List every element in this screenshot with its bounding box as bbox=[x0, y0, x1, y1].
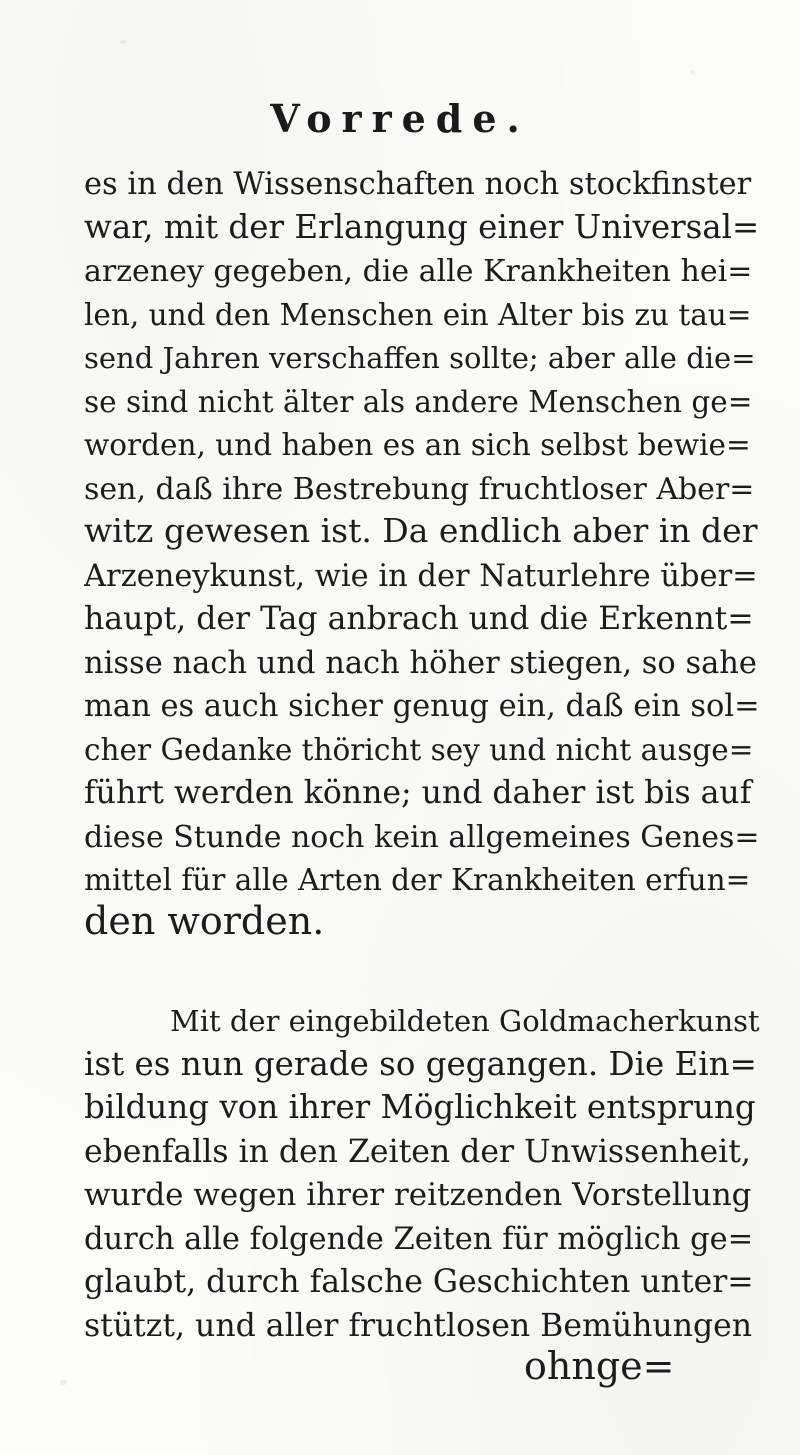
paragraph-1 bbox=[84, 160, 760, 943]
text-line: den worden. bbox=[84, 899, 325, 943]
text-line: len, und den Menschen ein Alter bis zu tau= bbox=[84, 297, 752, 332]
text-line: stützt, und aller fruchtlosen Bemühungen bbox=[84, 1307, 753, 1344]
text-line: bildung von ihrer Möglichkeit entsprung bbox=[84, 1088, 756, 1126]
text-line: diese Stunde noch kein allgemeines Genes= bbox=[84, 819, 760, 855]
paper-speck bbox=[120, 40, 126, 44]
catchword: ohnge= bbox=[524, 1345, 675, 1388]
page-header: Vorrede. bbox=[270, 96, 530, 141]
text-line: durch alle folgende Zeiten für möglich ge= bbox=[84, 1221, 754, 1257]
text-line: witz gewesen ist. Da endlich aber in der bbox=[84, 511, 758, 550]
text-line: man es auch sicher genug ein, daß ein sol= bbox=[84, 689, 760, 724]
page-body bbox=[84, 160, 760, 1389]
text-line: mittel für alle Arten der Krankheiten erfun= bbox=[84, 863, 751, 897]
text-line: war, mit der Erlangung einer Universal= bbox=[84, 207, 760, 246]
text-line: se sind nicht älter als andere Menschen ge= bbox=[84, 384, 753, 419]
text-line: glaubt, durch falsche Geschichten unter= bbox=[84, 1264, 754, 1300]
text-line: wurde wegen ihrer reitzenden Vorstellung bbox=[84, 1177, 752, 1213]
text-line: arzeney gegeben, die alle Krankheiten hei= bbox=[84, 254, 753, 289]
text-line: führt werden könne; und daher ist bis auf bbox=[84, 775, 752, 811]
text-line: ist es nun gerade so gegangen. Die Ein= bbox=[84, 1044, 757, 1083]
text-line: haupt, der Tag anbrach und die Erkennt= bbox=[84, 601, 754, 637]
paper-speck bbox=[60, 1380, 67, 1385]
text-line: ebenfalls in den Zeiten der Unwissenheit, bbox=[84, 1133, 751, 1170]
paragraph-gap bbox=[84, 943, 760, 997]
text-line: worden, und haben es an sich selbst bewie= bbox=[84, 428, 751, 462]
text-line: sen, daß ihre Bestrebung fruchtloser Aber= bbox=[84, 471, 755, 507]
text-line: send Jahren verschaffen sollte; aber alle die= bbox=[84, 341, 756, 375]
text-line: Arzeneykunst, wie in der Naturlehre über= bbox=[84, 558, 758, 594]
paragraph-2 bbox=[84, 997, 760, 1389]
text-line: Mit der eingebildeten Goldmacherkunst bbox=[170, 1004, 760, 1038]
text-line: nisse nach und nach höher stiegen, so sahe bbox=[84, 645, 757, 681]
text-line: es in den Wissenschaften noch stockfinster bbox=[84, 167, 752, 202]
text-line: cher Gedanke thöricht sey und nicht ausge= bbox=[84, 732, 754, 767]
paper-speck bbox=[690, 70, 695, 75]
